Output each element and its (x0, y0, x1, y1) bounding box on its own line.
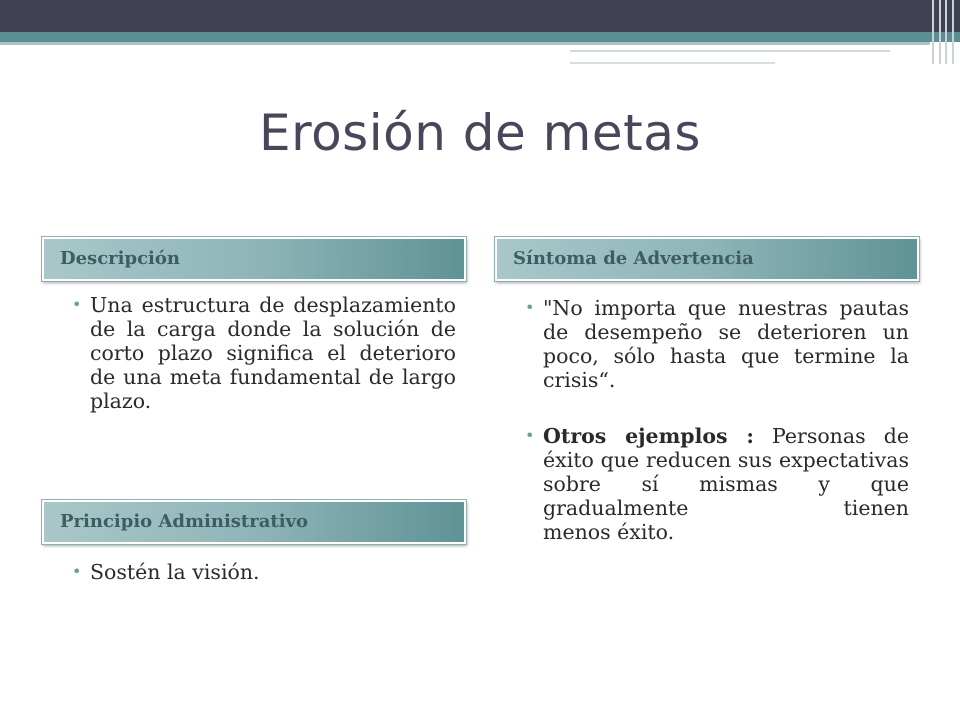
list-item: • "No importa que nuestras pautas de desempeño se deterioren un poco, sólo hasta que termine la crisis“. (517, 296, 909, 392)
bullet-bold-lead: Otros ejemplos : (543, 424, 754, 448)
descripcion-list (64, 293, 456, 413)
top-dark-bar (0, 0, 960, 32)
list-item: • Sostén la visión. (64, 560, 456, 584)
slide-title: Erosión de metas (259, 104, 701, 162)
list-item (517, 424, 909, 544)
decorative-line (570, 62, 775, 64)
header-principio: Principio Administrativo (42, 500, 466, 544)
top-teal-bar (0, 32, 960, 42)
list-item: • Una estructura de desplazamiento de la carga donde la solución de corto plazo significa el deterioro de una meta fundamental de largo plazo. (64, 293, 456, 413)
header-sintoma: Síntoma de Advertencia (495, 237, 919, 281)
bullet-text: Personas de éxito que reducen sus expectativas sobre sí mismas y que gradualmente tienen (543, 424, 909, 520)
sintoma-list (517, 296, 909, 544)
top-teal-light-line (0, 42, 930, 45)
bullet-text-tail: menos éxito. (543, 520, 675, 544)
decorative-line (570, 50, 890, 52)
header-descripcion: Descripción (42, 237, 466, 281)
principio-list (64, 560, 456, 584)
decorative-stripes (932, 0, 954, 64)
